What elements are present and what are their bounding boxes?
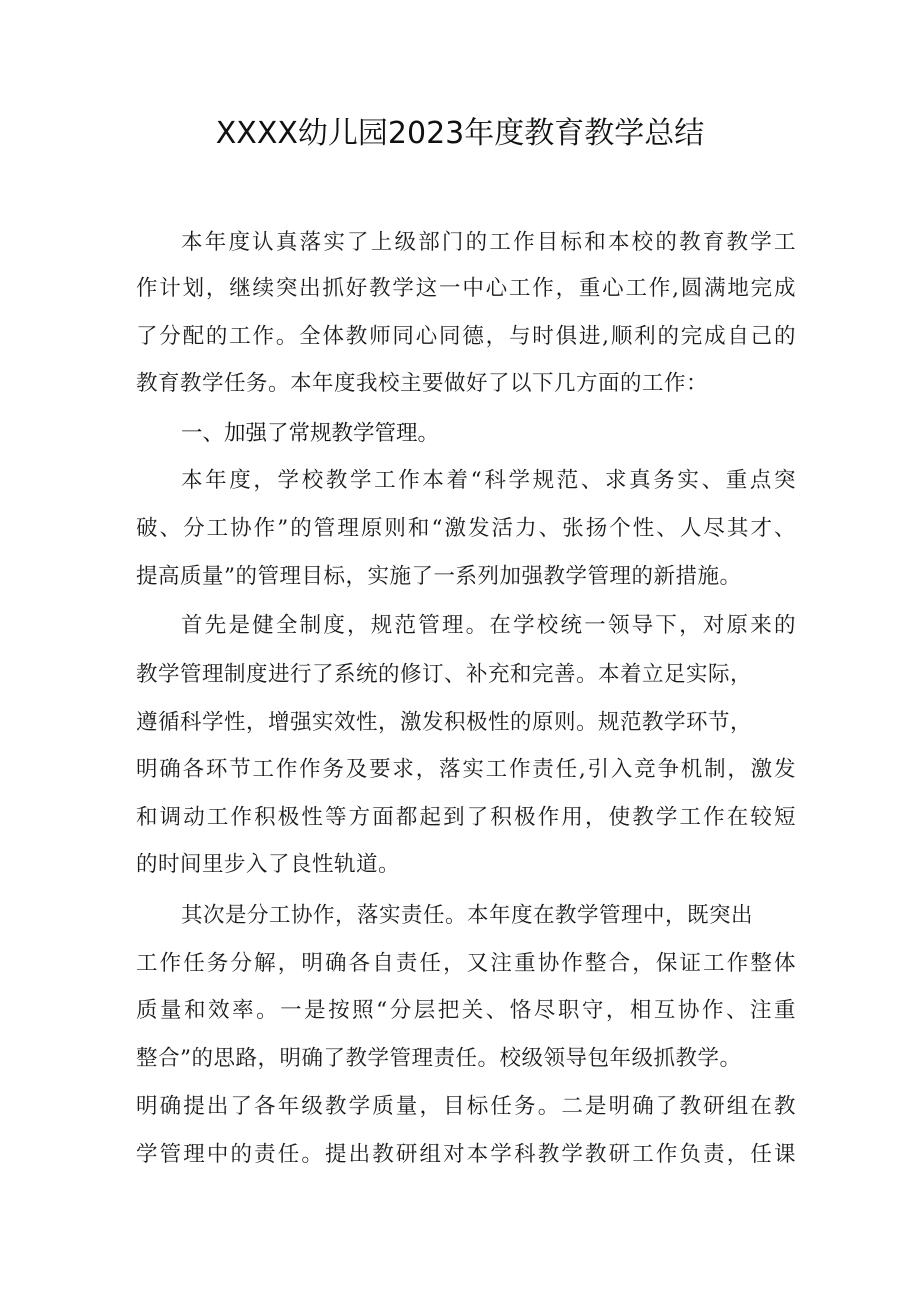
paragraph-line: 明确提出了各年级教学质量，目标任务。二是明确了教研组在教 xyxy=(136,1094,796,1119)
paragraph-line: 的时间里步入了良性轨道。 xyxy=(136,852,401,877)
paragraph-line: 破、分工协作”的管理原则和“激发活力、张扬个性、人尽其才、 xyxy=(136,516,796,541)
paragraph-line: 遵循科学性，增强实效性，激发积极性的原则。规范教学环节， xyxy=(136,710,753,735)
paragraph-line: 本年度，学校教学工作本着“科学规范、求真务实、重点突 xyxy=(181,468,796,493)
paragraph-line: 明确各环节工作作务及要求，落实工作责任,引入竞争机制，激发 xyxy=(136,757,796,782)
paragraph-line: 其次是分工协作，落实责任。本年度在教学管理中，既突出 xyxy=(181,903,754,928)
paragraph-line: 教育教学任务。本年度我校主要做好了以下几方面的工作： xyxy=(136,371,709,396)
section-heading: 一、加强了常规教学管理。 xyxy=(181,421,440,446)
paragraph-line: 质量和效率。一是按照“分层把关、恪尽职守，相互协作、注重 xyxy=(136,998,796,1023)
document-title: XXXX幼儿园2023年度教育教学总结 xyxy=(215,116,705,151)
paragraph-line: 教学管理制度进行了系统的修订、补充和完善。本着立足实际， xyxy=(136,662,753,687)
paragraph-line: 和调动工作积极性等方面都起到了积极作用，使教学工作在较短 xyxy=(136,805,796,830)
paragraph-line: 本年度认真落实了上级部门的工作目标和本校的教育教学工 xyxy=(181,230,796,255)
paragraph-line: 了分配的工作。全体教师同心同德，与时俱进,顺利的完成自己的 xyxy=(136,324,796,349)
paragraph-line: 学管理中的责任。提出教研组对本学科教学教研工作负责，任课 xyxy=(136,1142,796,1167)
paragraph-line: 作计划，继续突出抓好教学这一中心工作，重心工作,圆满地完成 xyxy=(136,276,796,301)
paragraph-line: 首先是健全制度，规范管理。在学校统一领导下，对原来的 xyxy=(181,613,796,638)
paragraph-line: 工作任务分解，明确各自责任，又注重协作整合，保证工作整体 xyxy=(136,951,796,976)
paragraph-line: 提高质量”的管理目标，实施了一系列加强教学管理的新措施。 xyxy=(136,564,742,589)
paragraph-line: 整合”的思路，明确了教学管理责任。校级领导包年级抓教学。 xyxy=(136,1046,742,1071)
